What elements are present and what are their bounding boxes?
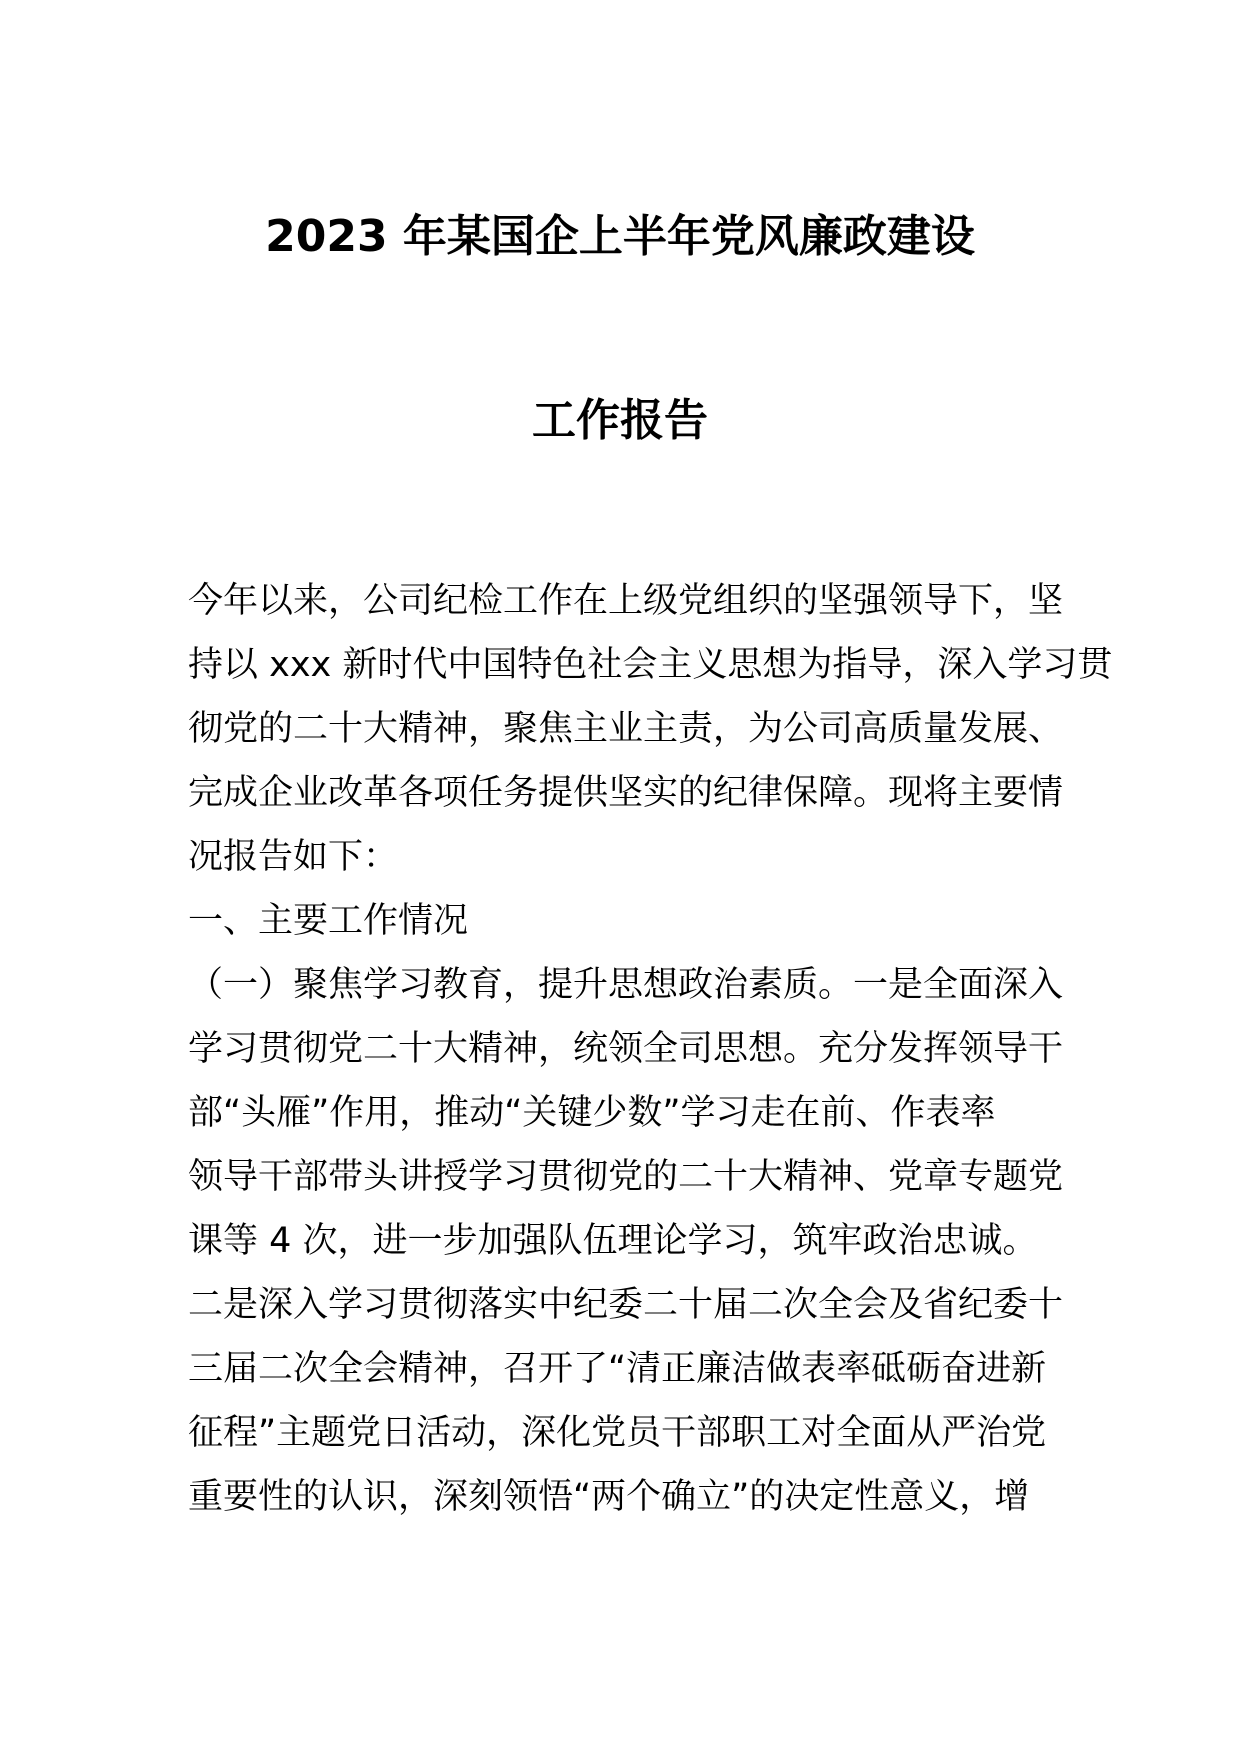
paragraph-line: 重要性的认识，深刻领悟“两个确立”的决定性意义，增 <box>188 1477 1030 1517</box>
document-title-line-2: 工作报告 <box>532 395 708 446</box>
paragraph-line: 持以 xxx 新时代中国特色社会主义思想为指导，深入学习贯 <box>188 645 1113 685</box>
paragraph-line: 况报告如下： <box>188 837 399 877</box>
section-heading: 一、主要工作情况 <box>188 901 469 941</box>
paragraph-line: 领导干部带头讲授学习贯彻党的二十大精神、党章专题党 <box>188 1157 1064 1197</box>
document-title-line-1: 2023 年某国企上半年党风廉政建设 <box>265 211 975 262</box>
paragraph-line: 征程”主题党日活动，深化党员干部职工对全面从严治党 <box>188 1413 1047 1453</box>
paragraph-line: 二是深入学习贯彻落实中纪委二十届二次全会及省纪委十 <box>188 1285 1064 1325</box>
paragraph-line: 三届二次全会精神，召开了“清正廉洁做表率砥砺奋进新 <box>188 1349 1047 1389</box>
paragraph-line: 课等 4 次，进一步加强队伍理论学习，筑牢政治忠诚。 <box>188 1221 1038 1261</box>
paragraph-line: 学习贯彻党二十大精神，统领全司思想。充分发挥领导干 <box>188 1029 1064 1069</box>
paragraph-line: 部“头雁”作用，推动“关键少数”学习走在前、作表率 <box>188 1093 996 1133</box>
paragraph-line: 完成企业改革各项任务提供坚实的纪律保障。现将主要情 <box>188 773 1064 813</box>
paragraph-line: 今年以来，公司纪检工作在上级党组织的坚强领导下，坚 <box>188 581 1064 621</box>
paragraph-line: （一）聚焦学习教育，提升思想政治素质。一是全面深入 <box>188 965 1064 1005</box>
paragraph-line: 彻党的二十大精神，聚焦主业主责，为公司高质量发展、 <box>188 709 1064 749</box>
